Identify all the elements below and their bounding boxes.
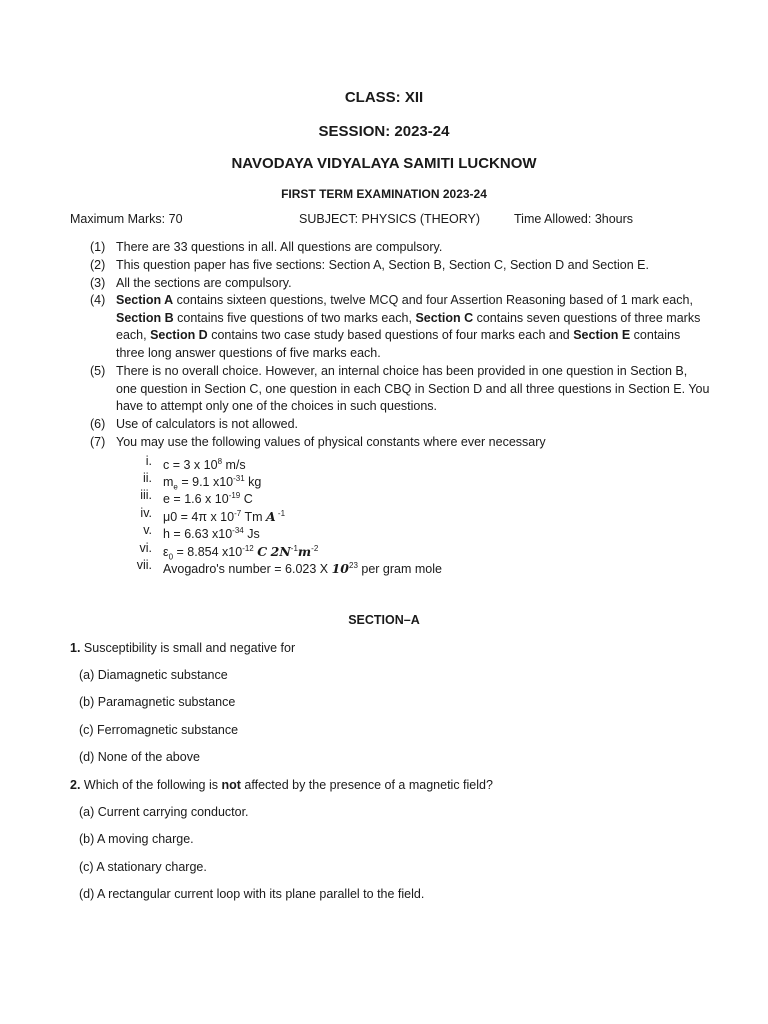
section-a-desc: contains sixteen questions, twelve MCQ and four Assertion Reasoning based of 1 mark each, (173, 293, 693, 307)
constant-index: i. (145, 454, 152, 468)
const-math: C (257, 544, 268, 560)
const-text: = 9.1 x10 (177, 475, 234, 490)
session-heading: SESSION: 2023-24 (318, 123, 450, 140)
const-sup: -19 (228, 491, 241, 500)
const-text: μ0 = 4π x 10 (163, 510, 235, 525)
instruction-number: (5) (90, 364, 106, 378)
section-a-label: Section A (116, 293, 174, 307)
question-text: Susceptibility is small and negative for (80, 641, 296, 655)
constant-index: v. (143, 523, 152, 537)
const-sub: 0 (168, 552, 174, 562)
instruction-text: There are 33 questions in all. All questions are compulsory. (116, 240, 443, 254)
question-2-option-b: (b) A moving charge. (79, 832, 194, 846)
const-text: h = 6.63 x10 (163, 527, 233, 542)
section-e-label: Section E (573, 328, 631, 343)
const-sup: -1 (275, 509, 286, 518)
question-number: 2. (70, 778, 81, 792)
instruction-text: There is no overall choice. However, an internal choice has been provided in one question in Section B, one question in Section C, one question in each CBQ in Section D and all three questions in Section E. You have to attempt only one of the choices in such questions. (116, 364, 710, 414)
section-b-label: Section B (116, 310, 174, 325)
const-text: ε (163, 545, 169, 560)
constant-index: vii. (136, 558, 152, 572)
const-sup: 23 (349, 561, 358, 570)
constant-index: iii. (140, 488, 152, 502)
question-number: 1. (70, 641, 81, 655)
question-text: Which of the following is (80, 778, 222, 792)
question-text: affected by the presence of a magnetic field? (240, 778, 493, 792)
instruction-number: (1) (90, 240, 106, 254)
instruction-1 (90, 239, 710, 257)
const-sup: -34 (232, 526, 244, 535)
const-text: m (163, 475, 174, 490)
const-sup: -1 (290, 544, 298, 553)
exam-title: FIRST TERM EXAMINATION 2023-24 (281, 187, 487, 201)
const-text: kg (244, 475, 262, 490)
const-sub: e (173, 482, 178, 492)
const-text: Tm (241, 510, 263, 525)
const-sup: -12 (242, 544, 254, 553)
instruction-number: (2) (90, 258, 106, 272)
section-c-label: Section C (415, 310, 474, 325)
const-text: = 8.854 x10 (173, 545, 243, 560)
instruction-4 (90, 292, 710, 364)
constant-index: iv. (140, 506, 152, 520)
instruction-number: (6) (90, 417, 106, 431)
question-2 (70, 778, 493, 792)
const-sup: -31 (233, 474, 245, 483)
instruction-text: This question paper has five sections: Section A, Section B, Section C, Section D and Section E. (116, 258, 649, 272)
const-text: per gram mole (357, 562, 442, 577)
const-text: c = 3 x 10 (163, 458, 218, 473)
instruction-text: You may use the following values of physical constants where ever necessary (116, 435, 546, 449)
section-d-desc: contains two case study based questions of four marks each and (207, 328, 574, 343)
question-1-option-d: (d) None of the above (79, 750, 200, 764)
instruction-number: (3) (90, 276, 106, 290)
question-1-option-b: (b) Paramagnetic substance (79, 695, 236, 709)
question-1-option-a: (a) Diamagnetic substance (79, 668, 228, 682)
instruction-3 (90, 275, 710, 293)
const-text: Js (243, 527, 260, 542)
instruction-number: (4) (90, 293, 106, 307)
instruction-text (116, 292, 710, 362)
const-math: m (297, 544, 312, 560)
section-c-desc: contains seven questions of three marks each, (116, 310, 701, 343)
instruction-7 (90, 434, 710, 452)
const-math: 2N (270, 544, 291, 560)
question-1-option-c: (c) Ferromagnetic substance (79, 723, 239, 737)
question-2-option-d: (d) A rectangular current loop with its plane parallel to the field. (79, 887, 425, 901)
const-sup: 8 (217, 457, 223, 466)
const-sup: -2 (311, 544, 319, 553)
constant-index: ii. (142, 471, 152, 485)
constant-index: vi. (139, 541, 152, 555)
const-text: Avogadro's number = 6.023 X (163, 562, 332, 577)
section-a-heading: SECTION–A (348, 613, 420, 627)
const-text: C (240, 492, 253, 507)
question-1 (70, 641, 295, 655)
section-d-label: Section D (150, 328, 208, 343)
time-allowed: Time Allowed: 3hours (514, 212, 634, 226)
constant-value (163, 557, 442, 578)
class-heading: CLASS: XII (344, 89, 424, 106)
instruction-text: Use of calculators is not allowed. (116, 417, 299, 431)
question-2-option-c: (c) A stationary charge. (79, 860, 207, 874)
instruction-text: All the sections are compulsory. (116, 276, 292, 290)
section-e-desc: contains three long answer questions of five marks each. (116, 328, 681, 360)
question-emphasis: not (221, 778, 241, 792)
question-2-option-a: (a) Current carrying conductor. (79, 805, 249, 819)
const-math: 10 (331, 561, 349, 577)
instruction-number: (7) (90, 435, 106, 449)
instruction-6 (90, 416, 710, 434)
maximum-marks: Maximum Marks: 70 (70, 212, 183, 226)
subject-label: SUBJECT: PHYSICS (THEORY) (299, 212, 481, 226)
instruction-2 (90, 257, 710, 275)
const-text: e = 1.6 x 10 (163, 492, 229, 507)
organization-heading: NAVODAYA VIDYALAYA SAMITI LUCKNOW (231, 155, 537, 172)
const-text: m/s (222, 458, 246, 473)
section-b-desc: contains five questions of two marks each, (173, 310, 416, 325)
const-sup: -7 (234, 509, 242, 518)
instruction-5 (90, 363, 710, 417)
const-math: A (265, 509, 276, 525)
